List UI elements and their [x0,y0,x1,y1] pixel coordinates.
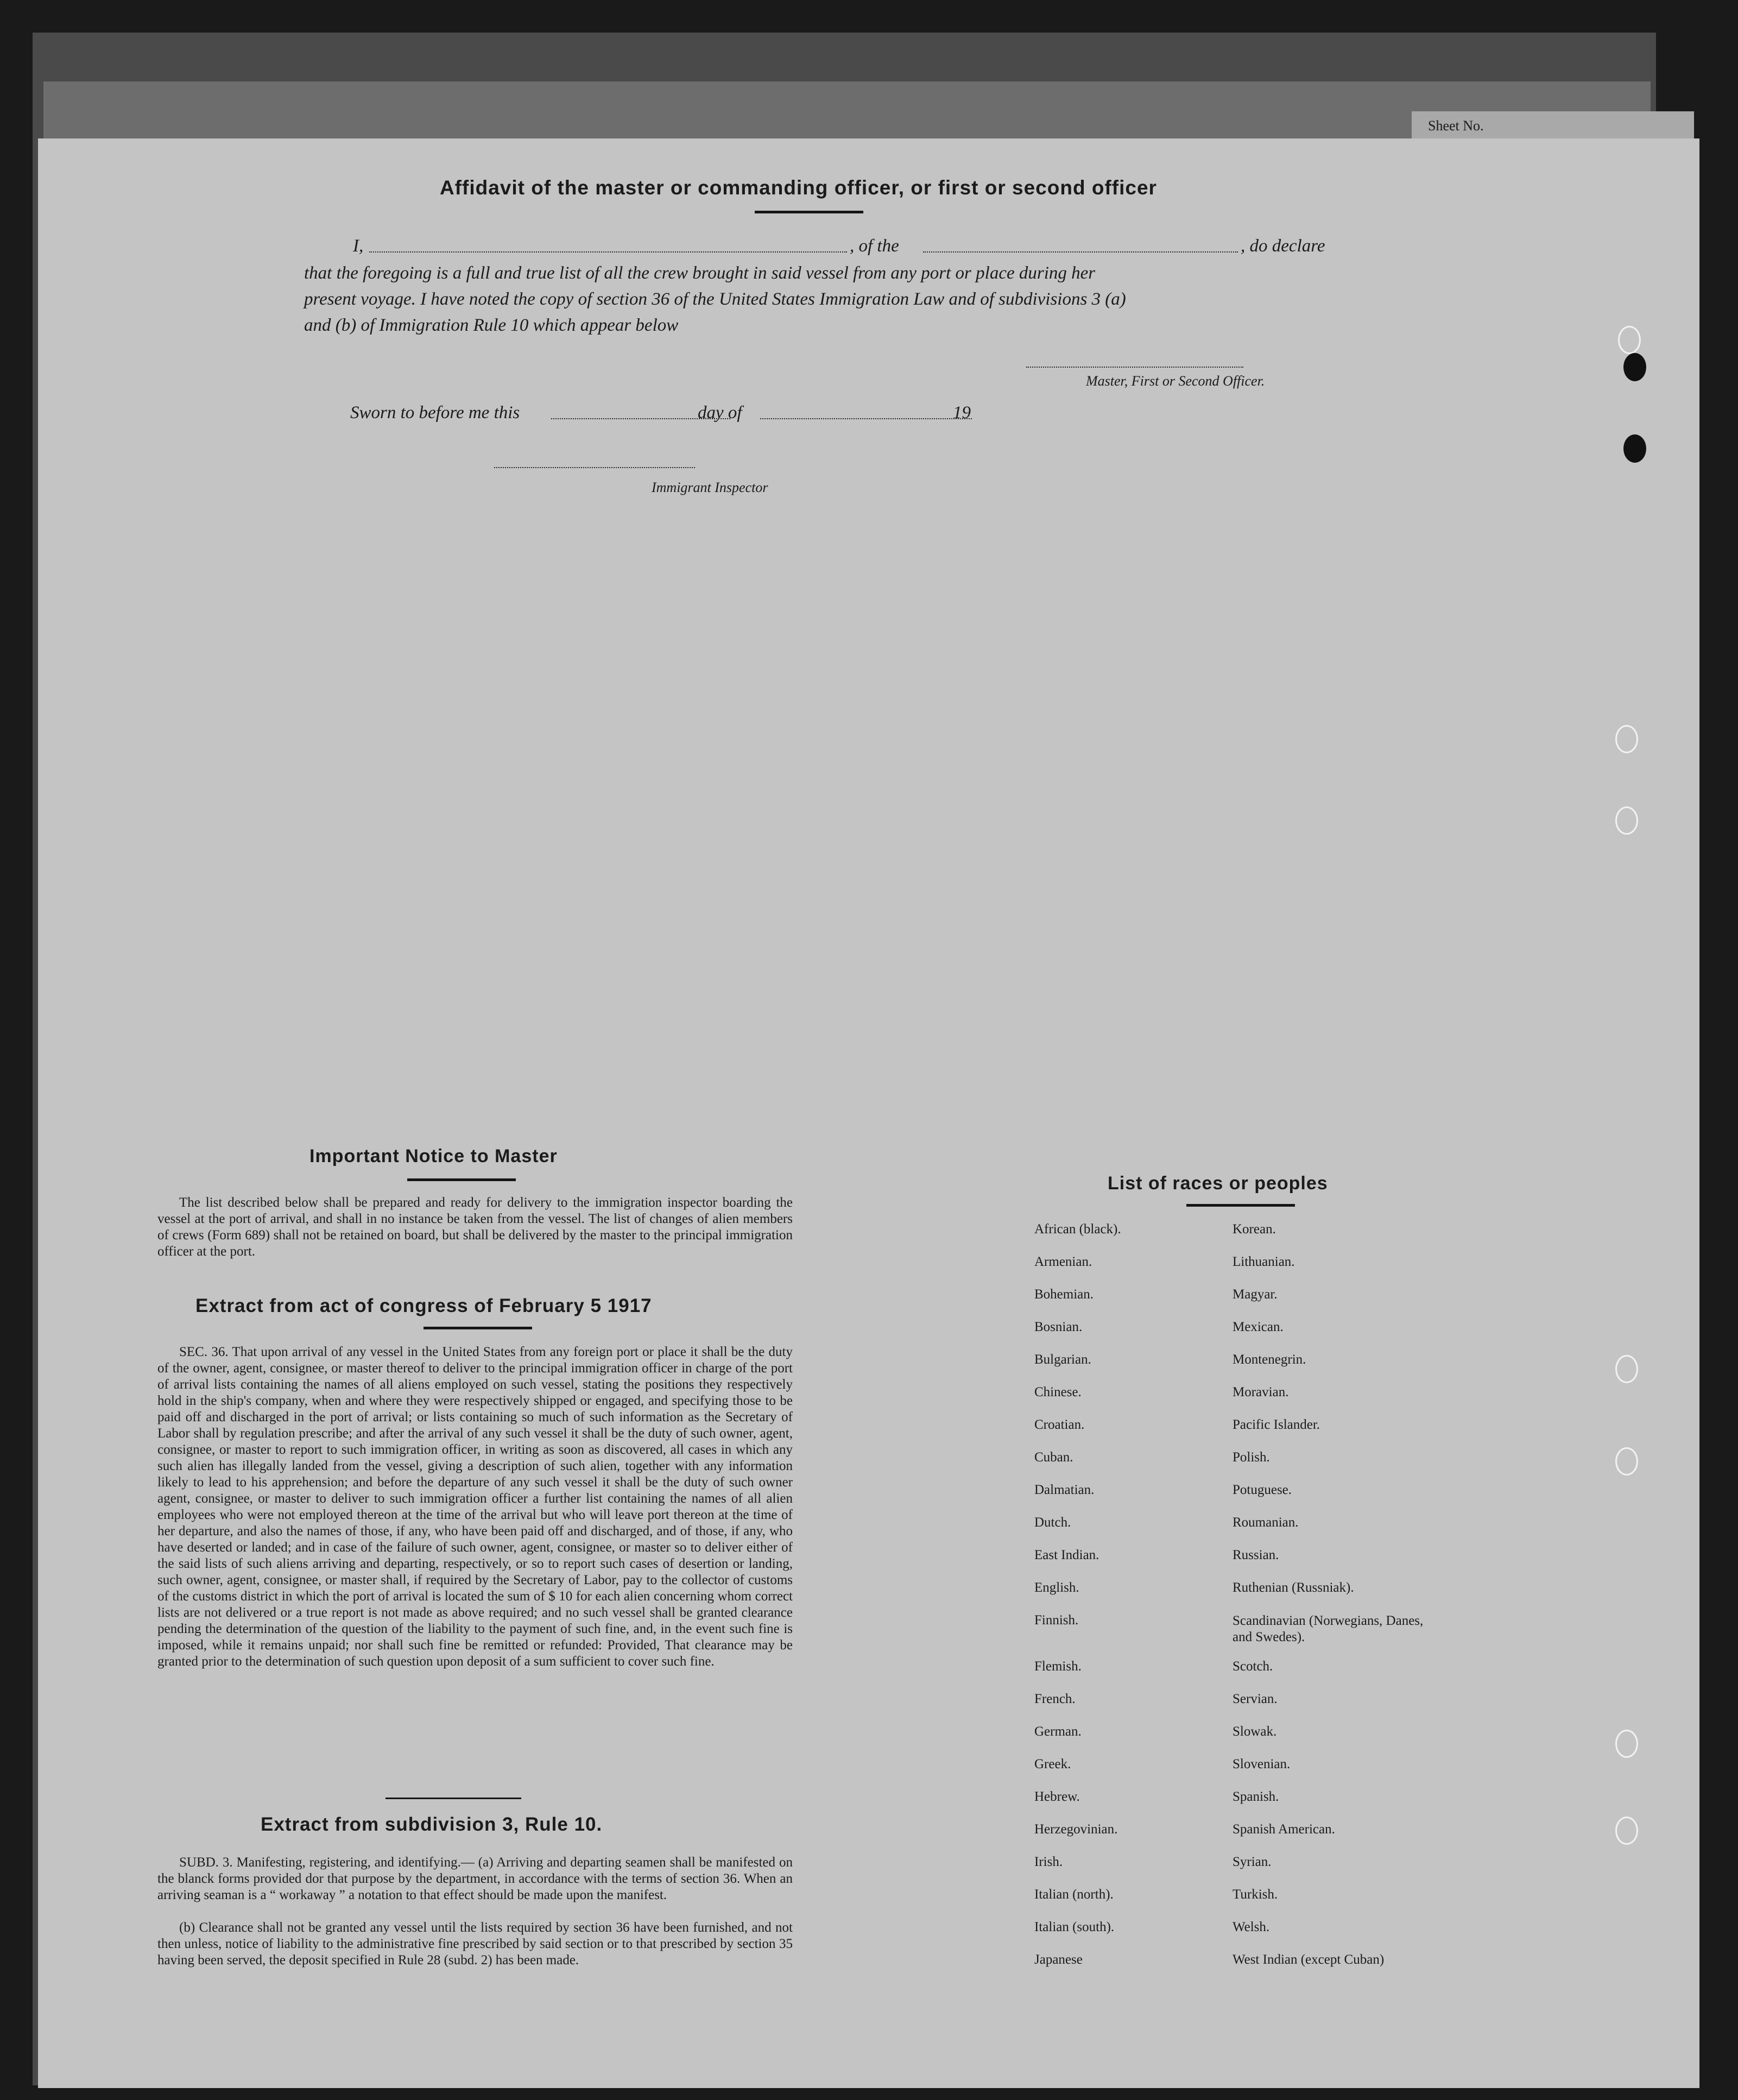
race-col1-item: Greek. [1034,1757,1071,1771]
race-col2-item: Turkish. [1233,1887,1278,1902]
binder-hole [1623,353,1646,381]
notice-rule [407,1178,516,1181]
affidavit-body-3: present voyage. I have noted the copy of section 36 of the United States Immigration Law and of subdivisions 3 (a) [304,289,1126,309]
race-col1-item: Dalmatian. [1034,1483,1095,1497]
inspector-label: Immigrant Inspector [652,480,768,495]
race-col1-item: Bohemian. [1034,1287,1094,1302]
race-col2-item: Mexican. [1233,1320,1284,1334]
race-col1-item: Flemish. [1034,1659,1082,1674]
race-col1-item: Bosnian. [1034,1320,1083,1334]
race-col2-item: Servian. [1233,1692,1278,1706]
binder-hole [1615,1730,1638,1758]
race-col1-item: Finnish. [1034,1613,1079,1628]
race-col2-item: Slowak. [1233,1724,1277,1739]
affidavit-of-the: , of the [850,236,899,256]
sworn-month-line [760,418,972,419]
sheet-number-label: Sheet No. [1428,118,1484,134]
binder-hole [1615,1447,1638,1475]
affidavit-title: Affidavit of the master or commanding officer, or first or second officer [440,176,1157,199]
race-col2-item: Spanish American. [1233,1822,1335,1837]
binder-hole [1615,806,1638,835]
inspector-signature-line [494,467,695,468]
affidavit-body-4: and (b) of Immigration Rule 10 which appear below [304,316,679,335]
race-col2-item: Polish. [1233,1450,1270,1465]
master-signature-line [1026,367,1243,368]
extract2-top-rule [385,1798,521,1799]
race-col1-item: Dutch. [1034,1515,1071,1530]
race-col1-item: Bulgarian. [1034,1352,1091,1367]
race-col1-item: Chinese. [1034,1385,1082,1399]
extract2-text-a: SUBD. 3. Manifesting, registering, and identifying.— (a) Arriving and departing seamen shall be manifested on the blanck forms provided dor that purpose by the department, in accordance with the terms of section 36. When an arriving seaman is a “ workaway ” a notation to that effect should be made upon the manifest. [157,1855,793,1902]
extract1-text: SEC. 36. That upon arrival of any vessel in the United States from any foreign port or place it shall be the duty of the owner, agent, consignee, or master thereof to deliver to the principal immigration officer in charge of the port of arrival lists containing the names of all aliens employed on such vessel, stating the positions they respectively hold in the ship's company, when and where they were respectively shipped or engaged, and specifying those to be paid off and discharged in the port of arrival; or lists containing so much of such information as the Secretary of Labor shall by regulation prescribe; and after the arrival of any such vessel it shall be the duty of such owner, agent, consignee, or master to report to such immigration officer, in writing as soon as discovered, all cases in which any such alien has illegally landed from the vessel, giving a description of such alien, together with any information likely to lead to his apprehension; and before the departure of any such vessel it shall be the duty of such owner agent, consignee, or master to deliver to such immigration officer a further list containing the names of all alien employees who were not employed thereon at the time of the arrival but who will leave port thereon at the time of her departure, and also the names of those, if any, who have been paid off and discharged, and of those, if any, who have deserted or landed; and in case of the failure of such owner, agent, consignee, or master so to deliver either of the said lists of such aliens arriving and departing, respectively, or so to report such cases of desertion or landing, such owner, agent, consignee, or master shall, if required by the Secretary of Labor, pay to the collector of customs of the customs district in which the port of arrival is located the sum of $ 10 for each alien concerning whom correct lists are not delivered or a true report is not made as above required; and no such vessel shall be granted clearance pending the determination of the question of the liability to the payment of such fine, and, in the event such fine is imposed, while it remains unpaid; nor shall such fine be remitted or refunded: Provided, That clearance may be granted prior to the determination of such question upon deposit of a sum sufficient to cover such fine. [157,1345,793,1669]
race-col2-item: Magyar. [1233,1287,1278,1302]
race-col2-item: Moravian. [1233,1385,1289,1399]
race-col2-item: Pacific Islander. [1233,1417,1320,1432]
race-col2-item: Syrian. [1233,1855,1272,1869]
race-col1-item: Herzegovinian. [1034,1822,1118,1837]
notice-title: Important Notice to Master [309,1146,558,1166]
extract1-rule [424,1327,532,1329]
race-col1-item: Croatian. [1034,1417,1085,1432]
race-col1-item: French. [1034,1692,1076,1706]
race-col2-item: Korean. [1233,1222,1276,1237]
race-col2-item: Scandinavian (Norwegians, Danes, and Swedes). [1233,1613,1424,1644]
extract2-title: Extract from subdivision 3, Rule 10. [261,1814,603,1835]
race-col2-item: Welsh. [1233,1920,1270,1934]
race-col2-item: Spanish. [1233,1789,1279,1804]
sworn-day-of: day of [698,403,742,422]
title-rule [755,211,863,213]
race-col1-item: Italian (south). [1034,1920,1115,1934]
race-col1-item: Italian (north). [1034,1887,1114,1902]
race-col2-item: Ruthenian (Russniak). [1233,1580,1354,1595]
master-label: Master, First or Second Officer. [1086,373,1265,389]
race-col2-item: Scotch. [1233,1659,1273,1674]
sworn-year: 19 [953,403,971,422]
race-col2-item: Roumanian. [1233,1515,1299,1530]
affidavit-body-2: that the foregoing is a full and true list of all the crew brought in said vessel from any port or place during her [304,263,1096,283]
affidavit-declare: , do declare [1241,236,1325,256]
race-col2-item: West Indian (except Cuban) [1233,1952,1385,1967]
race-col2-item: Montenegrin. [1233,1352,1306,1367]
race-col2-item: Lithuanian. [1233,1254,1295,1269]
binder-hole [1615,1355,1638,1383]
race-col2-item: Russian. [1233,1548,1279,1562]
sworn-prefix: Sworn to before me this [350,403,520,422]
binder-hole [1615,725,1638,753]
race-col1-item: Japanese [1034,1952,1083,1967]
race-col1-item: East Indian. [1034,1548,1099,1562]
race-col2-item: Slovenian. [1233,1757,1291,1771]
binder-hole [1623,434,1646,463]
race-col1-item: Armenian. [1034,1254,1092,1269]
race-col1-item: African (black). [1034,1222,1121,1237]
notice-text: The list described below shall be prepared and ready for delivery to the immigration inspector boarding the vessel at the port of arrival, and shall in no instance be taken from the vessel. The list of changes of alien members of crews (Form 689) shall not be retained on board, but shall be delivered by the master to the principal immigration officer at the port. [157,1195,793,1259]
race-col1-item: Hebrew. [1034,1789,1080,1804]
race-col1-item: German. [1034,1724,1082,1739]
races-title: List of races or peoples [1108,1173,1328,1194]
race-col2-item: Potuguese. [1233,1483,1292,1497]
binder-hole [1615,1817,1638,1845]
binder-hole [1618,326,1641,354]
race-col1-item: English. [1034,1580,1079,1595]
affidavit-i: I, [353,236,364,256]
affidavit-sheet [38,138,1699,2088]
races-rule [1186,1204,1295,1207]
affiant-name-line [369,251,847,253]
extract2-text-b: (b) Clearance shall not be granted any vessel until the lists required by section 36 have been furnished, and not then unless, notice of liability to the administrative fine prescribed by said section or to that prescribed by section 35 having been served, the deposit specified in Rule 28 (subd. 2) has been made. [157,1920,793,1967]
vessel-name-line [923,251,1238,253]
extract1-title: Extract from act of congress of February 5 1917 [195,1295,652,1316]
race-col1-item: Cuban. [1034,1450,1073,1465]
race-col1-item: Irish. [1034,1855,1063,1869]
